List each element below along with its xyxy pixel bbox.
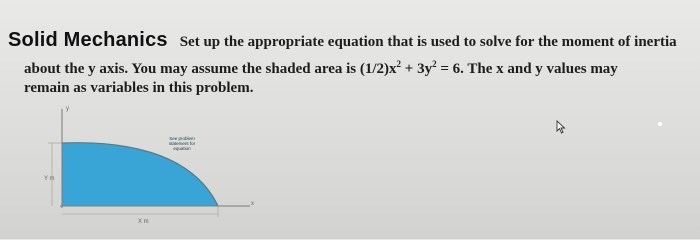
figure-note: See problem statement for equation (168, 136, 196, 151)
question-header (8, 29, 692, 52)
exponent-y: 2 (432, 59, 437, 69)
shaded-area (62, 143, 218, 206)
exponent-x: 2 (396, 59, 402, 69)
question-line2-part-b: + 3y (401, 61, 433, 77)
y-dimension-label: Y m (44, 176, 55, 182)
page-title: Solid Mechanics (8, 29, 168, 51)
question-text-line1: Set up the appropriate equation that is used to solve for the moment of inertia (179, 34, 677, 50)
question-text-line3: remain as variables in this problem. (24, 80, 254, 96)
x-dimension-label: X m (138, 219, 149, 225)
screen-dot-mark (658, 122, 662, 126)
question-line2-part-a: about the y axis. You may assume the shaded area is (1/2)x (24, 61, 397, 77)
mouse-cursor-icon (553, 120, 567, 136)
y-axis-label: y (66, 106, 69, 112)
question-line2-part-c: = 6. The x and y values may (436, 61, 618, 77)
question-text-line2 (24, 61, 684, 78)
x-axis-label: x (251, 201, 254, 207)
shaded-area-figure (40, 103, 330, 223)
